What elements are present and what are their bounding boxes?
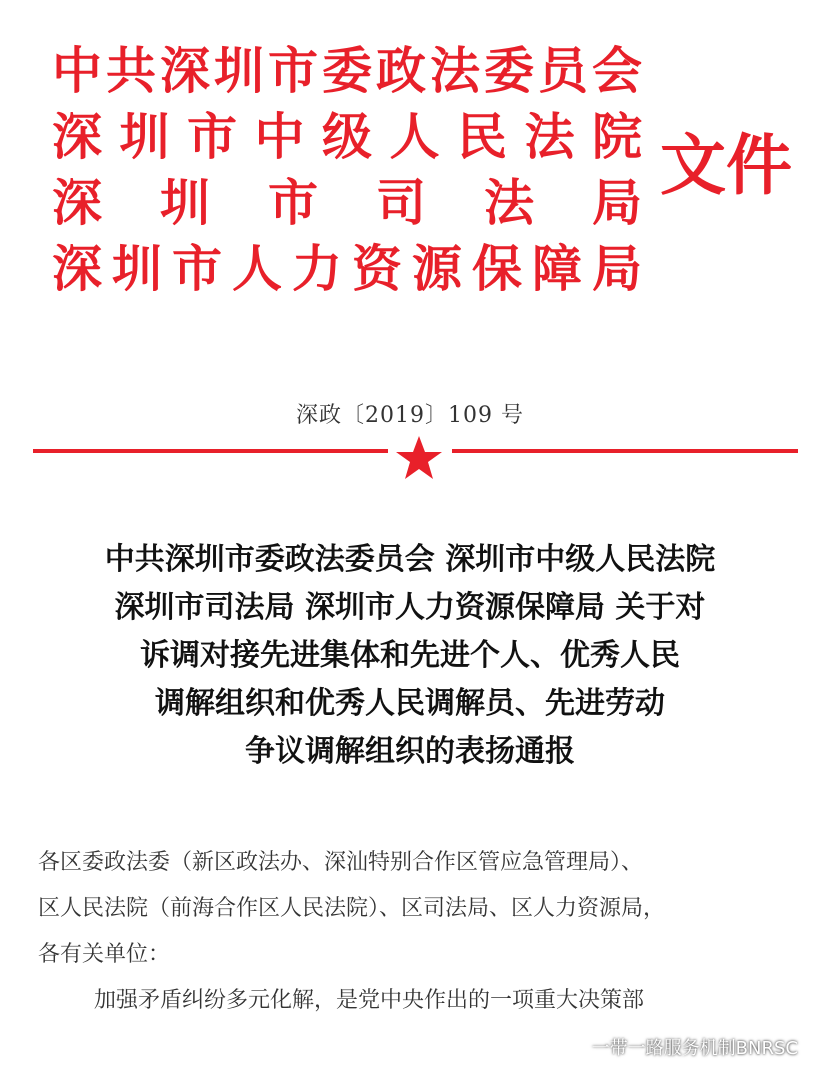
issuer-name: 深 圳 市 中 级 人 民 法 院: [52, 108, 642, 166]
watermark-text: 一带一路服务机制BNRSC: [591, 1038, 798, 1059]
body-line-addressee: 各有关单位：: [38, 942, 171, 967]
issuer-block: [52, 42, 642, 310]
title-line: 诉调对接先进集体和先进个人、优秀人民: [140, 638, 680, 673]
issuer-name: 深 圳 市 人 力 资 源 保 障 局: [52, 240, 642, 298]
watermark: [558, 1034, 798, 1060]
red-divider-left: [33, 449, 388, 453]
title-line: 调解组织和优秀人民调解员、先进劳动: [155, 686, 665, 721]
document-title: [30, 536, 790, 776]
title-line: 中共深圳市委政法委员会 深圳市中级人民法院: [104, 542, 716, 577]
red-star-icon: [394, 434, 444, 482]
wechat-icon: [558, 1036, 584, 1058]
red-divider-right: [452, 449, 798, 453]
document-number: 深政〔2019〕109 号: [296, 403, 524, 428]
title-line: 深圳市司法局 深圳市人力资源保障局 关于对: [114, 590, 706, 625]
issuer-name: 中 共 深 圳 市 委 政 法 委 员 会: [52, 42, 642, 100]
title-line: 争议调解组织的表扬通报: [245, 734, 575, 769]
document-type-label: 文件: [660, 127, 792, 204]
body-line-addressee: 区人民法院（前海合作区人民法院）、区司法局、区人力资源局，: [38, 896, 666, 921]
document-body: [38, 840, 798, 1024]
body-paragraph: 加强矛盾纠纷多元化解，是党中央作出的一项重大决策部: [94, 988, 645, 1013]
issuer-name: 深 圳 市 司 法 局: [52, 174, 642, 232]
body-line-addressee: 各区委政法委（新区政法办、深汕特别合作区管应急管理局）、: [38, 850, 644, 875]
